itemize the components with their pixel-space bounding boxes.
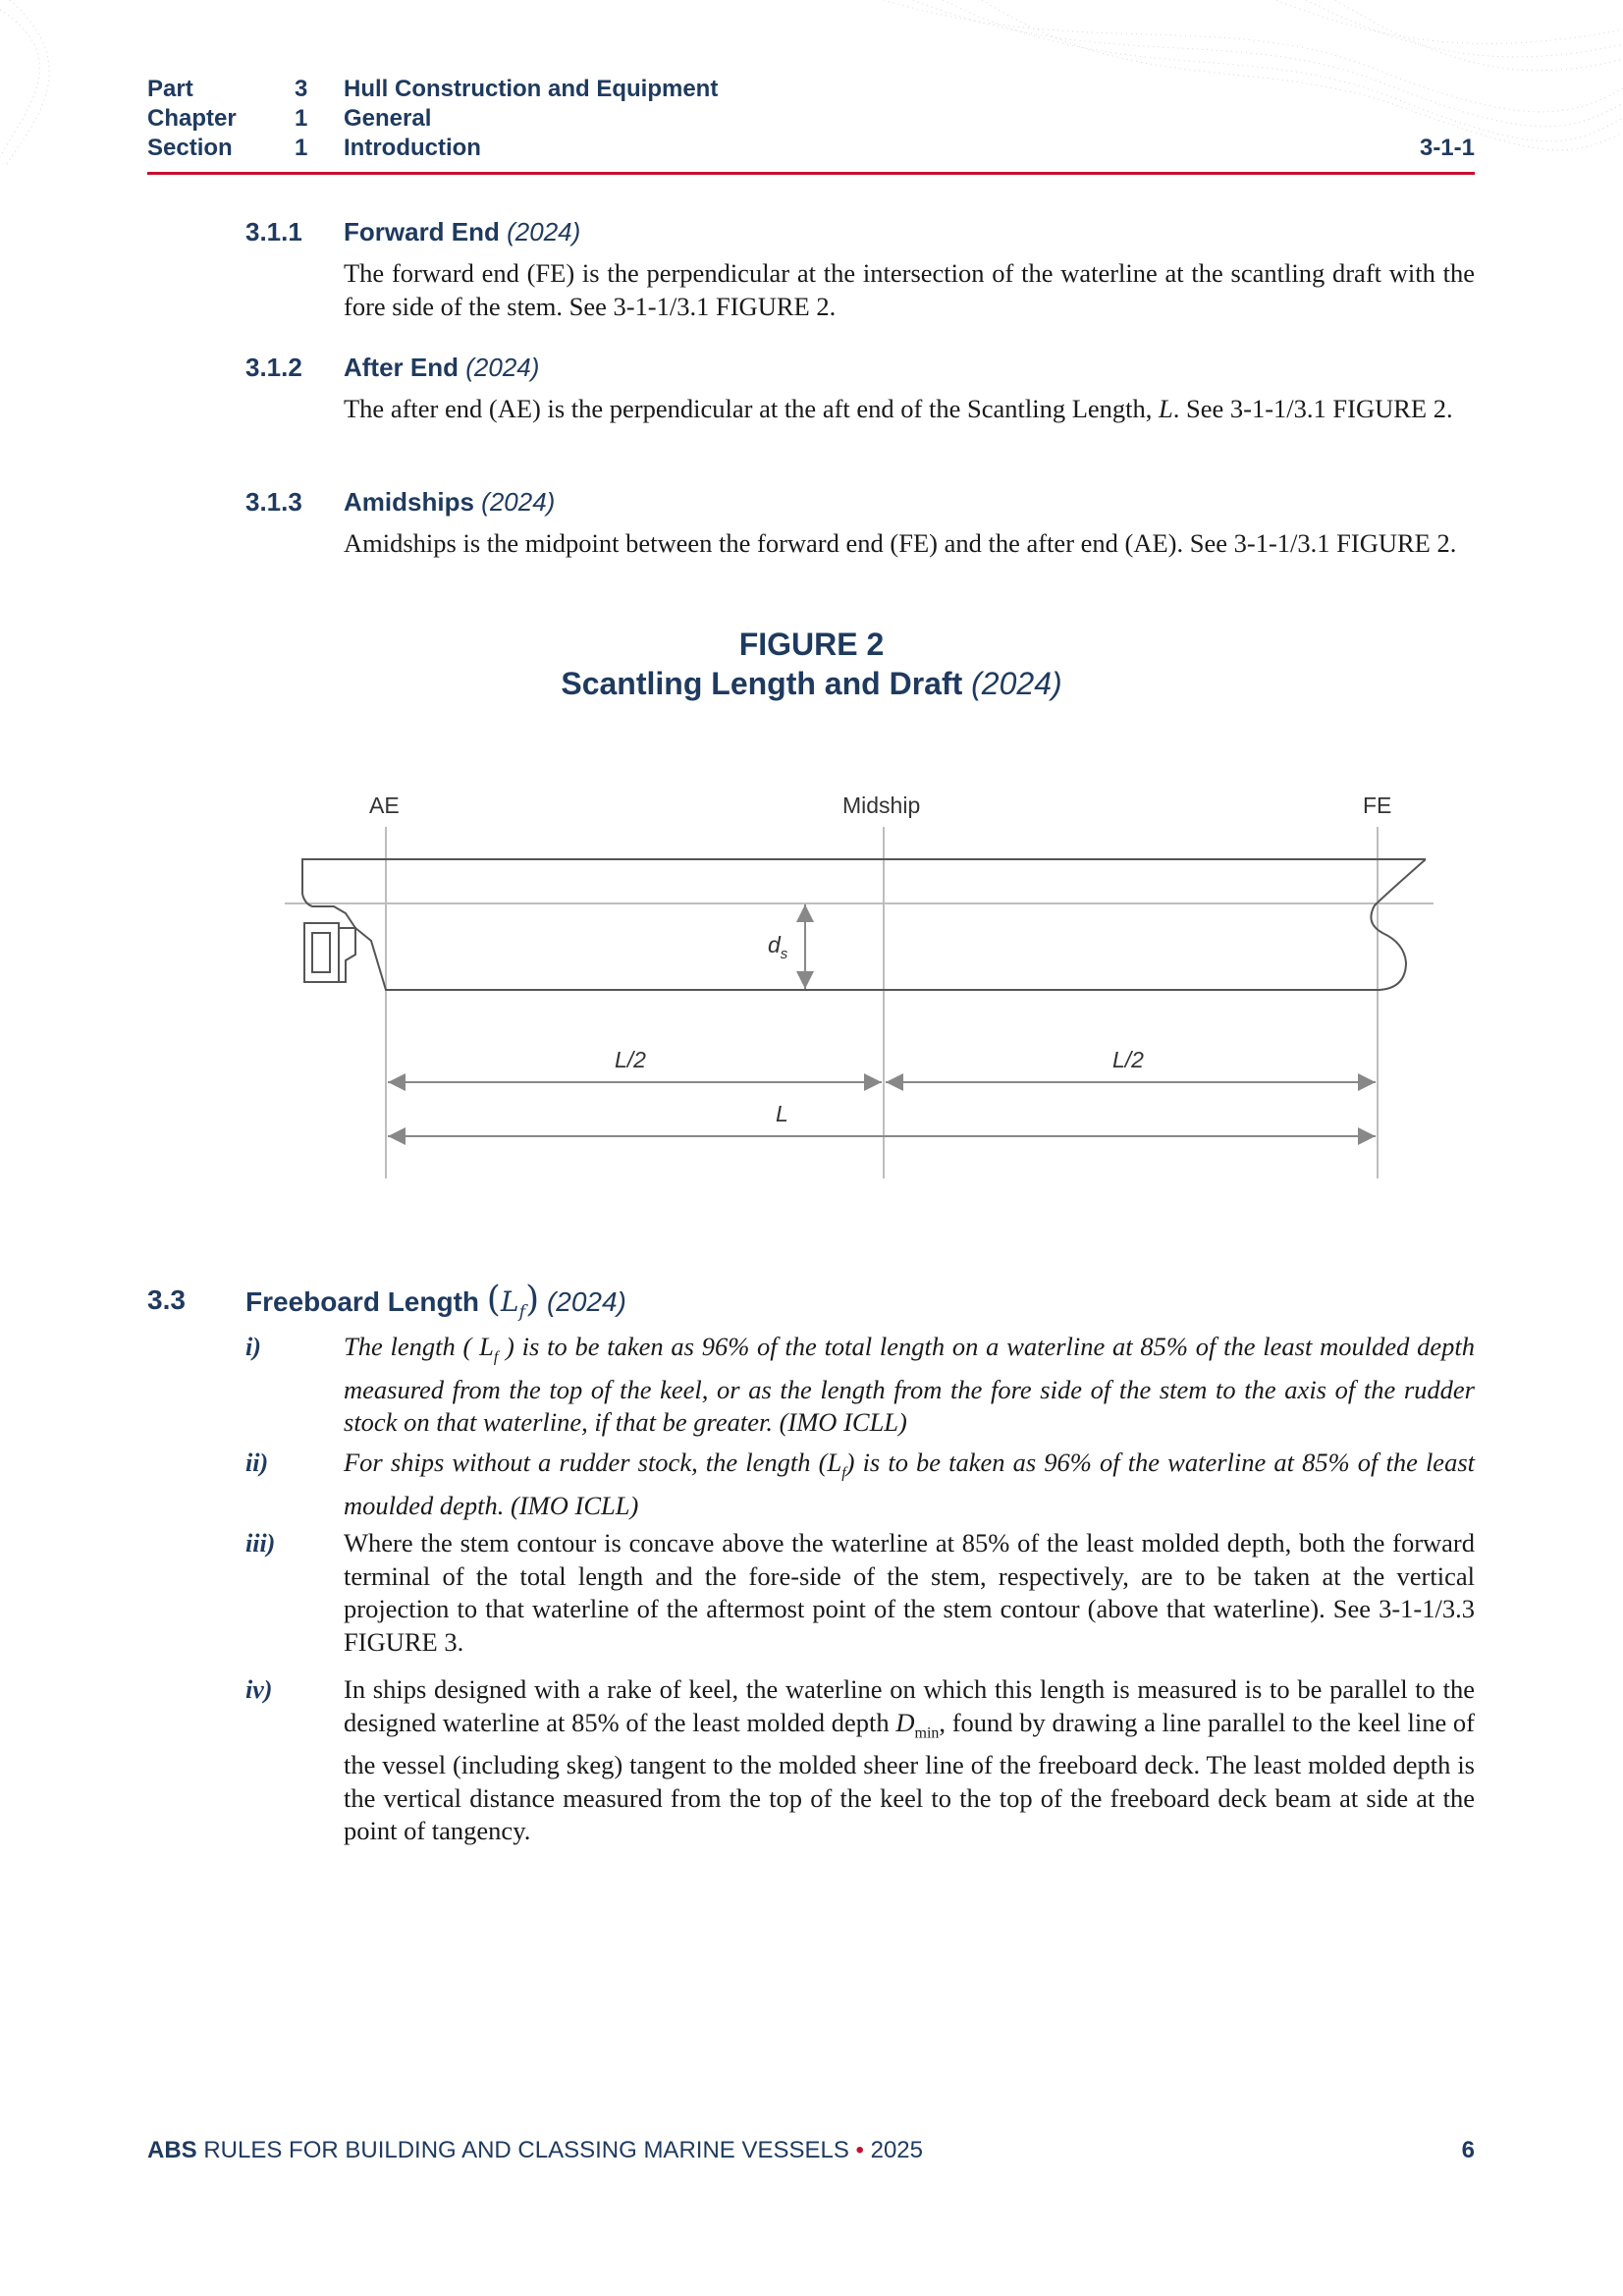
item-ii-marker: ii) [245,1449,269,1477]
label-ae: AE [369,793,400,818]
section-3-1-1-title [344,216,580,247]
figure-title [0,664,1623,703]
label-half-length-aft: L/2 [615,1047,646,1072]
section-3-1-2-number: 3.1.2 [245,353,302,382]
item-ii-text-a: For ships without a rudder stock, the length (L [344,1448,842,1477]
section-3-1-3-year: (2024) [481,487,556,517]
section-3-1-2-text [344,393,1475,426]
item-i-text-a: The length ( L [344,1332,494,1361]
section-3-1-3-number: 3.1.3 [245,487,302,517]
header-chapter-label: Chapter [147,105,237,132]
header-chapter-title: General [344,105,432,132]
section-3-3-number: 3.3 [147,1285,186,1315]
footer-bullet: • [855,2137,864,2163]
section-3-1-1-year: (2024) [507,217,581,246]
section-3-3-year: (2024) [546,1286,626,1317]
item-ii-sub: f [841,1464,846,1482]
section-3-1-1-title-text: Forward End [344,217,500,246]
item-i-marker: i) [245,1333,261,1361]
item-iv-text-b: , found by drawing a line parallel to the keel line of the vessel (including skeg) tangent to the molded sheer line of the freeboard deck. The least molded depth is the vertical distance measured from the top of the keel to the top of the freeboard deck beam at side at the point of tangency. [344,1707,1476,1846]
section-3-1-2-title [344,352,539,383]
header-section-label: Section [147,135,233,161]
item-iv-text [344,1673,1475,1848]
item-iv-text-a: In ships designed with a rake of keel, the waterline on which this length is measured is to be parallel to the designed waterline at 85% of the least molded depth [344,1674,1475,1737]
header-part-number: 3 [295,76,308,102]
section-3-1-1-text: The forward end (FE) is the perpendicular at the intersection of the waterline at the scantling draft with the fore side of the stem. See 3-1-1/3.1 FIGURE 2. [344,258,1475,321]
header-part-label: Part [147,76,193,102]
label-full-length: L [776,1101,788,1126]
hull-outline [302,859,1426,990]
section-3-3-symbol-sub: f [518,1301,526,1323]
section-3-1-3-title-text: Amidships [344,487,474,517]
section-3-1-1-number: 3.1.1 [245,217,302,246]
header-reference: 3-1-1 [1419,135,1475,161]
label-fe: FE [1363,793,1392,818]
page-footer-title [147,2137,923,2164]
label-midship: Midship [842,793,921,818]
header-section-number: 1 [295,135,308,161]
label-half-length-fwd: L/2 [1112,1047,1144,1072]
header-section-title: Introduction [344,135,481,161]
label-ds-base: d [768,932,781,957]
footer-abs: ABS [147,2137,197,2163]
stern-frame [339,928,355,982]
item-iv-symbol-d: D [895,1707,915,1737]
section-3-1-2-symbol-l: L [1159,394,1173,423]
header-chapter-number: 1 [295,105,308,132]
figure-title-year: (2024) [971,666,1062,701]
item-ii-text [344,1447,1475,1522]
item-iii-text: Where the stem contour is concave above the waterline at 85% of the least molded depth, both the forward terminal of the total length and the fore-side of the stem, respectively, are to be taken at the vertical projection to that waterline of the aftermost point of the stem contour (above that waterline). See 3-1-1/3.3 FIGURE 3. [344,1528,1475,1657]
header-part-title: Hull Construction and Equipment [344,76,719,102]
figure-label: FIGURE 2 [738,627,885,662]
item-i-text-b: ) is to be taken as 96% of the total length on a waterline at 85% of the least moulded depth measured from the top of the keel, or as the length from the fore side of the stem to the axis of the rudder stock on that waterline, if that be greater. (IMO ICLL) [344,1332,1475,1438]
section-3-1-2-year: (2024) [465,353,540,382]
footer-year: 2025 [863,2137,923,2163]
item-iv-marker: iv) [245,1675,273,1704]
section-3-1-3-text: Amidships is the midpoint between the forward end (FE) and the after end (AE). See 3-1-1/3.1 FIGURE 2. [344,528,1457,558]
header-rule [147,172,1475,175]
item-iv-symbol-sub: min [914,1723,940,1741]
item-i-text [344,1331,1475,1440]
section-3-3-title-text: Freeboard Length [245,1286,480,1317]
section-3-3-symbol-l: L [500,1285,519,1318]
figure-title-text: Scantling Length and Draft [561,666,963,701]
section-3-3-title [245,1281,626,1333]
rudder-outline [304,923,339,982]
section-3-1-2-text-b: . See 3-1-1/3.1 FIGURE 2. [1172,394,1453,423]
section-3-1-3-title [344,486,555,518]
page-number: 6 [1461,2137,1475,2163]
scantling-length-diagram [0,766,1623,1218]
label-ds [768,932,788,962]
item-iii-marker: iii) [245,1529,276,1558]
item-i-sub: f [493,1348,499,1366]
section-3-1-2-title-text: After End [344,353,459,382]
section-3-3-symbol: $(L_f)$ [486,1280,540,1323]
item-ii-text-b: ) is to be taken as 96% of the waterline at 85% of the least moulded depth. (IMO ICLL) [344,1448,1475,1520]
footer-title: RULES FOR BUILDING AND CLASSING MARINE VESSELS [196,2137,856,2163]
section-3-1-2-text-a: The after end (AE) is the perpendicular at the aft end of the Scantling Length, [344,394,1160,423]
label-ds-sub: s [780,946,788,962]
